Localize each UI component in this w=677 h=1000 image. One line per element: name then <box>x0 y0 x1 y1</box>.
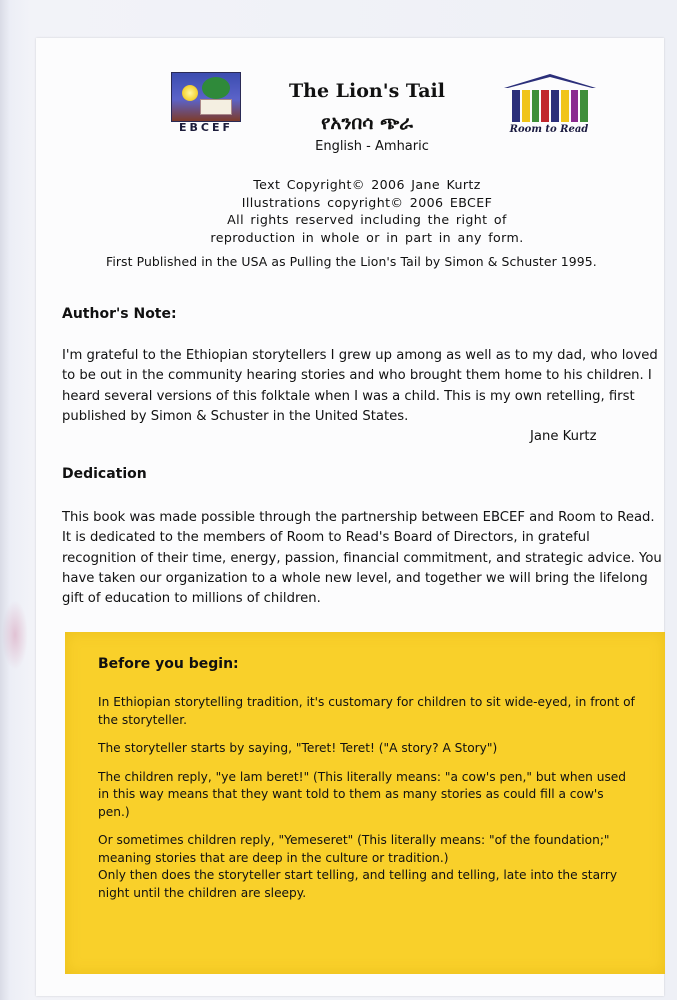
books-icon <box>512 90 588 122</box>
ebcef-logo-text: EBCEF <box>179 121 233 134</box>
text-copyright: Text Copyright© 2006 Jane Kurtz <box>253 177 481 192</box>
before-you-begin-body <box>98 694 638 913</box>
dedication-text <box>62 508 662 609</box>
book-spine <box>551 90 559 122</box>
author-note-paragraph: I'm grateful to the Ethiopian storytellers I grew up among as well as to my dad, who loved to be out in the community hearing stories and who brought them home to his children. I heard several versions of this folktale when I was a child. This is my own retelling, first published by Simon & Schuster in the United States. <box>62 348 658 424</box>
book-spine <box>532 90 540 122</box>
amharic-title: የአንበሳ ጭራ <box>321 112 413 134</box>
room-to-read-logo-text: Room to Read <box>509 124 589 135</box>
storytelling-begins-paragraph: Only then does the storyteller start telling, and telling and telling, late into the starry night until the children are sleepy. <box>98 868 618 900</box>
illustrations-copyright: Illustrations copyright© 2006 EBCEF <box>241 194 493 210</box>
before-you-begin-box <box>65 632 665 974</box>
storyteller-start-paragraph: The storyteller starts by saying, "Teret! Teret! ("A story? A Story") <box>98 741 498 755</box>
first-published-note: First Published in the USA as Pulling the Lion's Tail by Simon & Schuster 1995. <box>106 254 597 269</box>
book-spine <box>541 90 549 122</box>
book-spine <box>571 90 579 122</box>
header <box>0 0 677 280</box>
book-spine <box>561 90 569 122</box>
dedication-paragraph: This book was made possible through the partnership between EBCEF and Room to Read. It is dedicated to the members of Room to Read's Board of Directors, in grateful recognition of their time, energy, passion, financial commitment, and strategic advice. You have taken our organization to a whole new level, and together we will bring the lifelong gift of education to millions of children. <box>62 510 662 607</box>
book-spine <box>512 90 520 122</box>
author-note-heading: Author's Note: <box>62 306 177 322</box>
dedication-heading: Dedication <box>62 466 147 482</box>
before-you-begin-heading: Before you begin: <box>98 656 239 672</box>
tradition-paragraph: In Ethiopian storytelling tradition, it's customary for children to sit wide-eyed, in front of the storyteller. <box>98 695 635 727</box>
children-reply-paragraph: The children reply, "ye lam beret!" (This literally means: "a cow's pen," but when used in this way means that they want told to them as many stories as could fill a cow's pen.) <box>98 769 627 819</box>
reproduction-notice: reproduction in whole or in part in any form. <box>210 229 524 245</box>
copyright-block <box>0 176 677 246</box>
author-note-text <box>62 346 662 427</box>
book-spine <box>580 90 588 122</box>
book-title: The Lion's Tail <box>289 80 445 102</box>
author-signature: Jane Kurtz <box>530 429 597 444</box>
language-label: English - Amharic <box>315 139 429 154</box>
rights-reserved: All rights reserved including the right of <box>227 212 507 227</box>
book-spine <box>522 90 530 122</box>
alternate-reply-paragraph: Or sometimes children reply, "Yemeseret" (This literally means: "of the foundation;" meaning stories that are deep in the culture or tradition.) <box>98 833 610 865</box>
paper-stain <box>2 600 28 670</box>
room-to-read-logo <box>500 74 598 140</box>
